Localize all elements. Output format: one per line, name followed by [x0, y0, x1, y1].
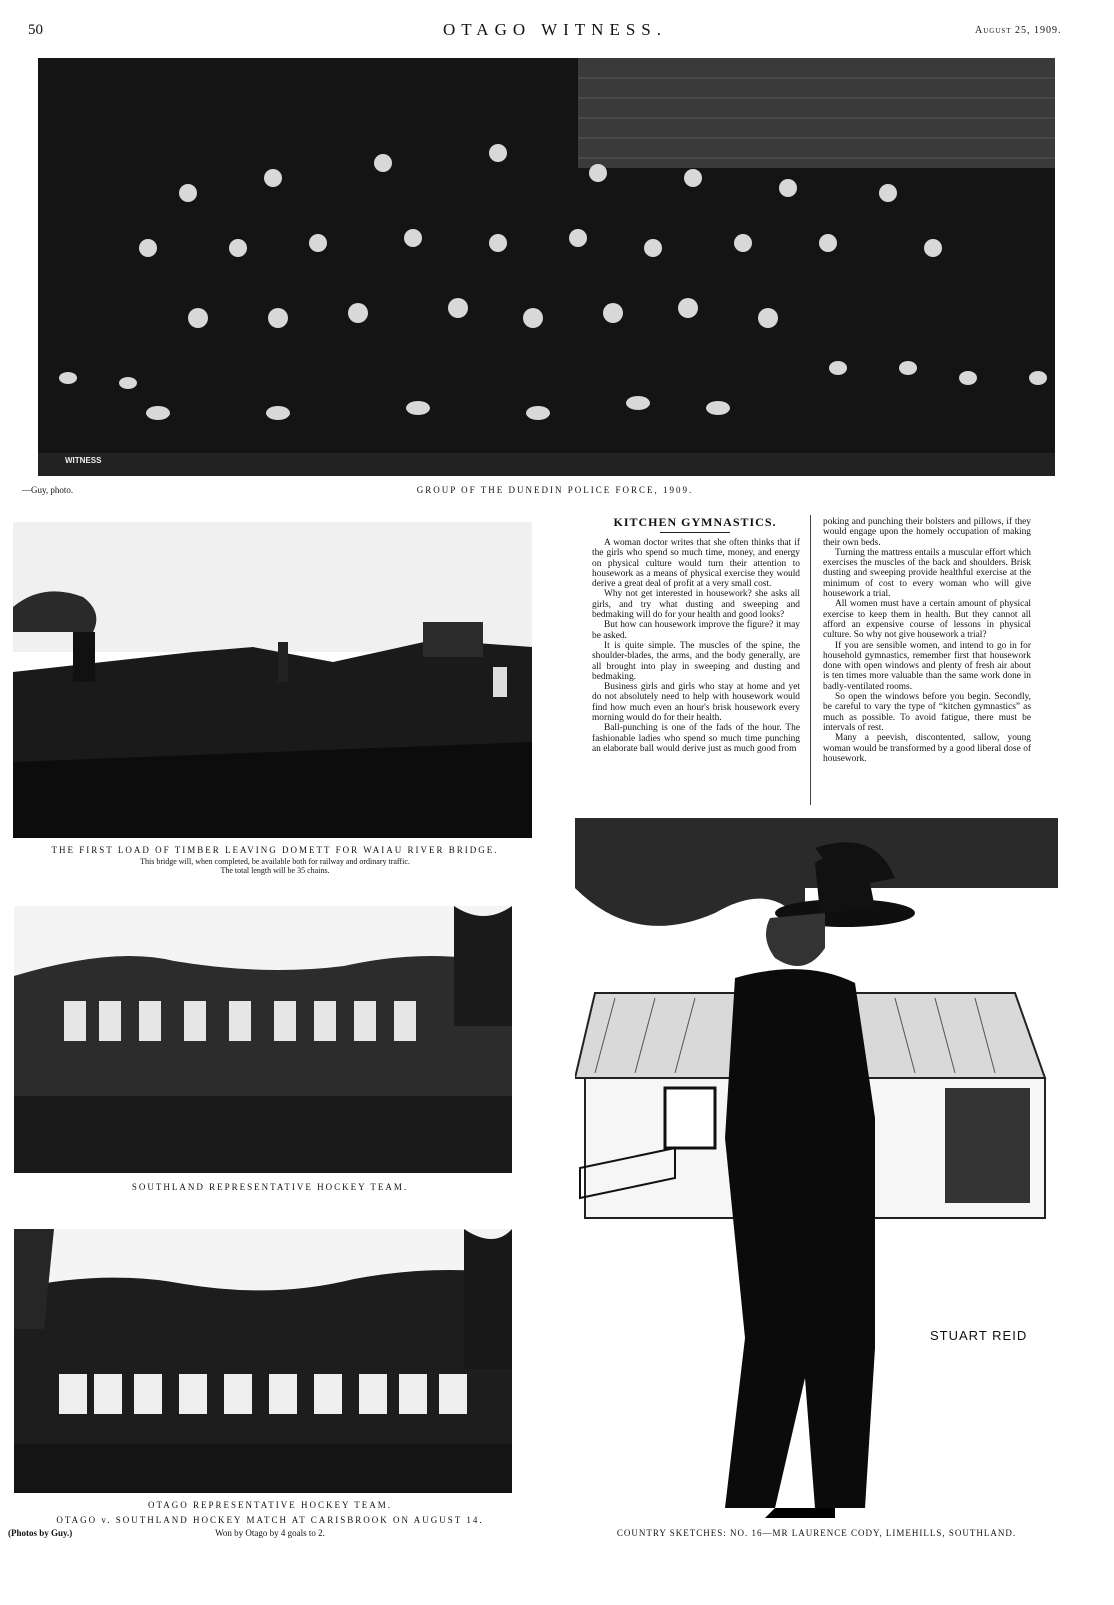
article-paragraph: Many a peevish, discontented, sallow, young woman would be transformed by a good liberal dose of housework.	[823, 733, 1031, 764]
otago-photo-credit: (Photos by Guy.)	[8, 1528, 73, 1538]
otago-hockey-team-photo	[14, 1229, 512, 1493]
timber-photo-caption: THE FIRST LOAD OF TIMBER LEAVING DOMETT FOR WAIAU RIVER BRIDGE.	[51, 845, 499, 855]
article-paragraph: poking and punching their bolsters and pillows, if they would engage upon the homely occupation of making their own beds.	[823, 517, 1031, 548]
article-column-2	[823, 517, 1031, 764]
otago-photo-caption: OTAGO REPRESENTATIVE HOCKEY TEAM.	[147, 1500, 393, 1510]
police-photo-caption: GROUP OF THE DUNEDIN POLICE FORCE, 1909.	[416, 485, 694, 495]
article-paragraph: Ball-punching is one of the fads of the hour. The fashionable ladies who spend so much time punching an elaborate ball would derive just as much good from	[592, 723, 800, 754]
southland-photo-caption: SOUTHLAND REPRESENTATIVE HOCKEY TEAM.	[131, 1182, 409, 1192]
article-paragraph: Business girls and girls who stay at home and yet do not absolutely need to help with housework would find how much even an hour's brisk housework every morning would do for their health.	[592, 682, 800, 724]
police-group-photo	[38, 58, 1055, 476]
otago-match-result: Won by Otago by 4 goals to 2.	[215, 1528, 325, 1538]
article-column-1	[592, 538, 800, 754]
southland-hockey-team-photo	[14, 906, 512, 1173]
article-title-rule	[660, 532, 730, 533]
police-photo-credit: —Guy, photo.	[22, 485, 74, 495]
timber-photo-subcaption-1: This bridge will, when completed, be available both for railway and ordinary traffic.	[140, 857, 410, 866]
article-paragraph: It is quite simple. The muscles of the spine, the shoulder-blades, the arms, and the body generally, are all brought into play in sweeping and dusting and bedmaking.	[592, 640, 800, 682]
article-title: KITCHEN GYMNASTICS.	[613, 515, 777, 529]
page-number: 50	[28, 22, 43, 38]
country-sketch-illustration	[575, 818, 1058, 1520]
article-paragraph: If you are sensible women, and intend to go in for household gymnastics, remember first that housework done with open windows and plenty of fresh air about is ten times more valuable than the same work done in badly-ventilated rooms.	[823, 640, 1031, 692]
timber-load-photo	[13, 522, 532, 838]
article-paragraph: Why not get interested in housework? she asks all girls, and try what dusting and sweeping and bedmaking will do for your health and good looks?	[592, 589, 800, 621]
article-paragraph: But how can housework improve the figure? it may be asked.	[592, 620, 800, 641]
country-sketch-caption: COUNTRY SKETCHES: NO. 16—MR LAURENCE CODY, LIMEHILLS, SOUTHLAND.	[616, 1528, 1017, 1538]
photo-watermark: WITNESS	[65, 456, 102, 465]
masthead: OTAGO WITNESS.	[443, 20, 667, 39]
otago-match-line: OTAGO v. SOUTHLAND HOCKEY MATCH AT CARISBROOK ON AUGUST 14.	[56, 1515, 484, 1525]
article-paragraph: All women must have a certain amount of physical exercise to keep them in health. But they cannot all afford an expensive course of lessons in physical culture. So why not give housework a trial?	[823, 599, 1031, 641]
article-paragraph: Turning the mattress entails a muscular effort which exercises the muscles of the back and shoulders. Brisk dusting and sweeping provide healthful exercise at the minimum of cost to every woman who will give housework a trial.	[823, 547, 1031, 600]
issue-date: August 25, 1909.	[975, 25, 1062, 36]
timber-photo-subcaption-2: The total length will be 35 chains.	[220, 866, 330, 875]
article-paragraph: A woman doctor writes that she often thinks that if the girls who spend so much time, money, and energy on physical culture would turn their attention to housework as a means of physical exercise they would derive a great deal of profit at a very small cost.	[592, 538, 800, 590]
article-paragraph: So open the windows before you begin. Secondly, be careful to vary the type of “kitchen gymnastics” as much as possible. To avoid fatigue, there must be intervals of rest.	[823, 692, 1031, 733]
column-divider	[810, 515, 811, 805]
artist-signature: STUART REID	[930, 1328, 1028, 1343]
